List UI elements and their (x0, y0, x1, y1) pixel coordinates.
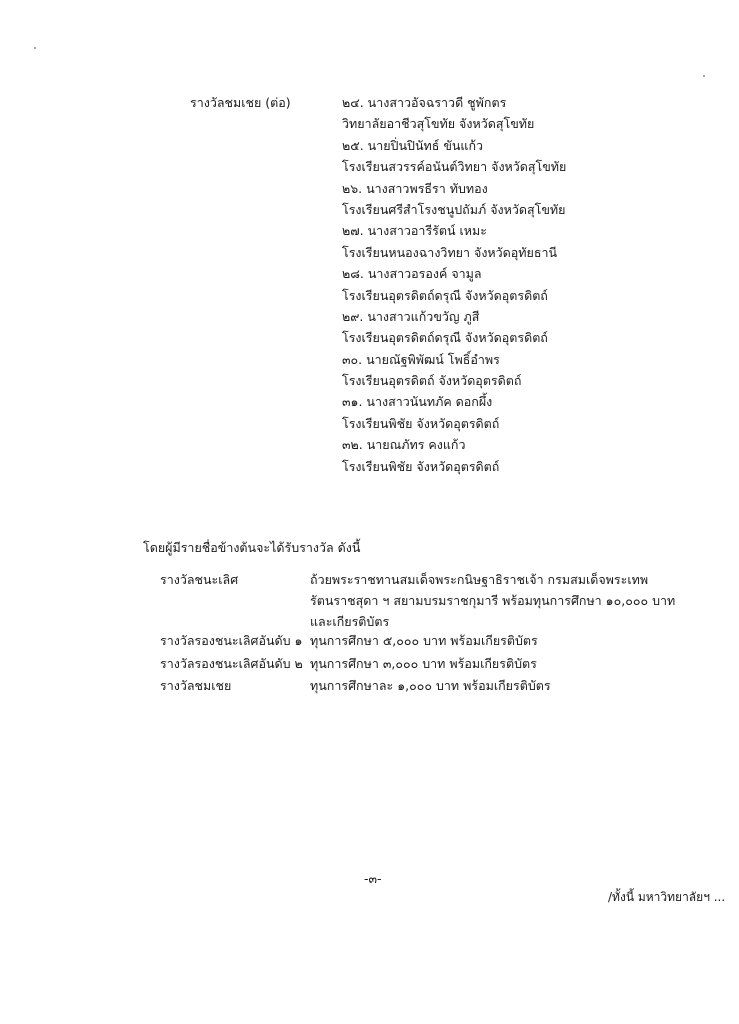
list-item: ๒๘. นางสาวอรองค์ จามูล (342, 266, 482, 282)
award-description-line: รัตนราชสุดา ฯ สยามบรมราชกุมารี พร้อมทุนการศึกษา ๑๐,๐๐๐ บาท (310, 593, 676, 608)
list-item: โรงเรียนหนองฉางวิทยา จังหวัดอุทัยธานี (342, 244, 558, 260)
award-name: รางวัลรองชนะเลิศอันดับ ๑ (160, 633, 303, 648)
award-description-line: และเกียรติบัตร (310, 614, 390, 629)
list-item: ๒๕. นายปิ่นปินัทธ์ ขันแก้ว (342, 137, 484, 153)
award-description-line: ทุนการศึกษา ๕,๐๐๐ บาท พร้อมเกียรติบัตร (310, 633, 538, 648)
list-item: ๓๑. นางสาวนันทภัค ดอกผึ้ง (342, 394, 493, 410)
list-item: โรงเรียนสวรรค์อนันต์วิทยา จังหวัดสุโขทัย (342, 159, 567, 175)
award-description (310, 631, 538, 652)
scan-speck (703, 75, 705, 77)
award-name: รางวัลชมเชย (160, 678, 232, 693)
award-name: รางวัลชนะเลิศ (160, 572, 239, 587)
list-item: โรงเรียนอุตรดิตถ์ จังหวัดอุตรดิตถ์ (342, 373, 522, 389)
list-item: วิทยาลัยอาชีวสุโขทัย จังหวัดสุโขทัย (342, 116, 535, 132)
award-description (310, 570, 675, 633)
list-item: โรงเรียนพิชัย จังหวัดอุตรดิตถ์ (342, 415, 500, 431)
award-description-line: ทุนการศึกษา ๓,๐๐๐ บาท พร้อมเกียรติบัตร (310, 656, 537, 671)
list-item: โรงเรียนศรีสำโรงชนูปถัมภ์ จังหวัดสุโขทัย (342, 201, 566, 217)
award-description-line: ทุนการศึกษาละ ๑,๐๐๐ บาท พร้อมเกียรติบัตร (310, 678, 551, 693)
award-description (310, 654, 537, 675)
awards-intro: โดยผู้มีรายชื่อข้างต้นจะได้รับรางวัล ดังนี้ (143, 540, 361, 555)
award-description-line: ถ้วยพระราชทานสมเด็จพระกนิษฐาธิราชเจ้า กรมสมเด็จพระเทพ (310, 572, 649, 587)
page-number: -๓- (364, 871, 382, 886)
list-item: ๒๖. นางสาวพรธีรา ทับทอง (342, 180, 488, 196)
list-item: โรงเรียนอุตรดิตถ์ดรุณี จังหวัดอุตรดิตถ์ (342, 287, 548, 303)
award-name: รางวัลรองชนะเลิศอันดับ ๒ (160, 656, 303, 671)
list-item: ๒๗. นางสาวอารีรัตน์ เหมะ (342, 223, 487, 239)
scan-speck (34, 47, 36, 49)
award-description (310, 676, 551, 697)
list-item: โรงเรียนอุตรดิตถ์ดรุณี จังหวัดอุตรดิตถ์ (342, 330, 548, 346)
winner-list (342, 93, 566, 478)
list-item: ๒๙. นางสาวแก้วขวัญ ภูสี (342, 308, 480, 324)
list-item: ๒๔. นางสาวอัจฉราวดี ชูพักตร (342, 95, 507, 110)
list-item: โรงเรียนพิชัย จังหวัดอุตรดิตถ์ (342, 458, 500, 474)
continuation-text: /ทั้งนี้ มหาวิทยาลัยฯ ... (608, 890, 726, 904)
list-item: ๓๒. นายณภัทร คงแก้ว (342, 437, 466, 453)
section-label: รางวัลชมเชย (ต่อ) (190, 95, 291, 110)
list-item: ๓๐. นายณัฐพิพัฒน์ โพธิ์อำพร (342, 351, 500, 367)
